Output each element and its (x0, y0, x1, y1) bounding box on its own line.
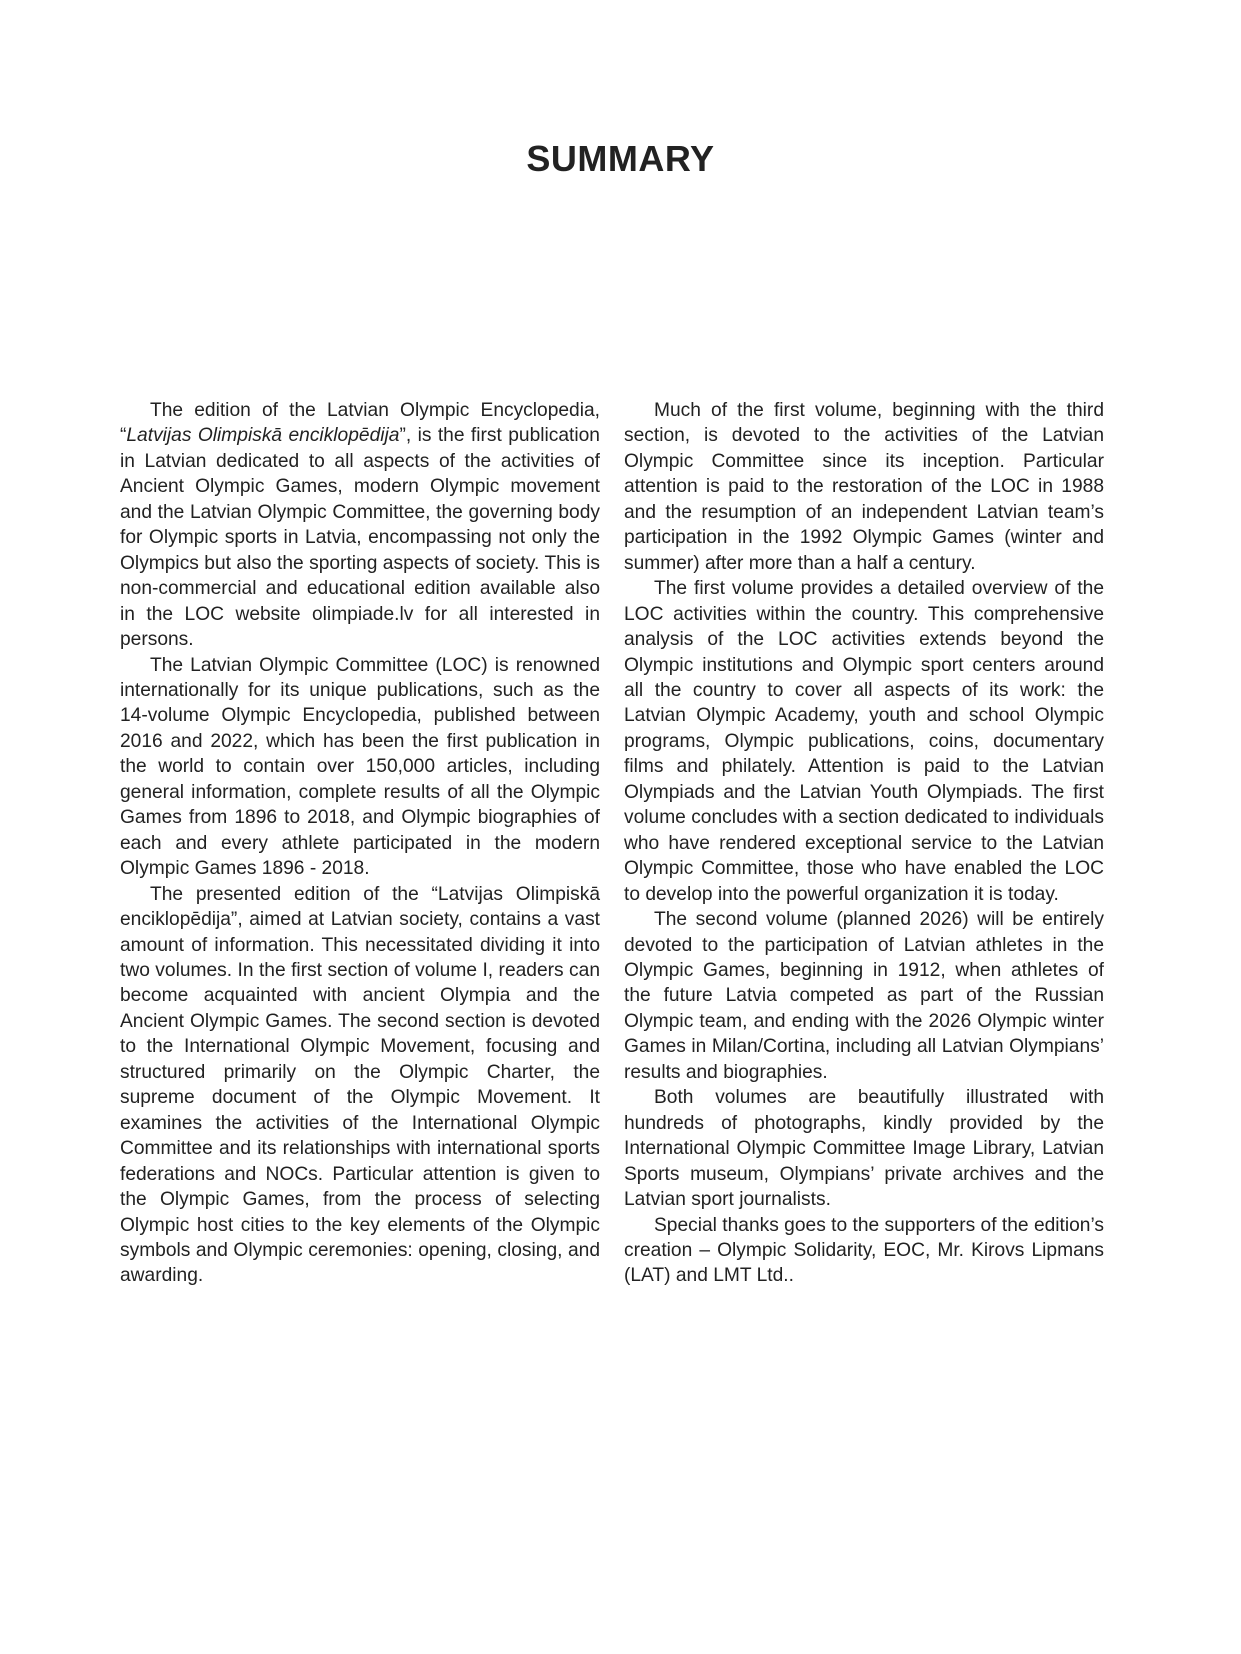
paragraph-1 (120, 398, 600, 653)
encyclopedia-title-italic: Latvijas Olimpiskā enciklopēdija (126, 425, 400, 447)
left-column (120, 398, 600, 1289)
paragraph-2: The Latvian Olympic Committee (LOC) is renowned internationally for its unique publications, such as the 14-volume Olympic Encyclopedia, published between 2016 and 2022, which has been the first publication in the world to contain over 150,000 articles, including general information, complete results of all the Olympic Games from 1896 to 2018, and Olympic biographies of each and every athlete participated in the modern Olympic Games 1896 - 2018. (120, 654, 600, 880)
page-title: SUMMARY (526, 138, 715, 179)
paragraph-1-body: ”, is the first publication in Latvian dedicated to all aspects of the activities of Ancient Olympic Games, modern Olympic movement and the Latvian Olympic Committee, the governing body for Olympic sports in Latvia, encompassing not only the Olympics but also the sporting aspects of society. This is non-commercial and educational edition available also in the LOC website olimpiade.lv for all interested in persons. (120, 425, 600, 651)
right-column (624, 398, 1104, 1289)
paragraph-6: The second volume (planned 2026) will be entirely devoted to the participation of Latvian athletes in the Olympic Games, beginning in 1912, when athletes of the future Latvia competed as part of the Russian Olympic team, and ending with the 2026 Olympic winter Games in Milan/Cortina, including all Latvian Olympians’ results and biographies. (624, 909, 1104, 1083)
paragraph-1-intro: The edition of the Latvian Olympic Encyclopedia, “ (120, 400, 600, 447)
paragraph-7: Both volumes are beautifully illustrated with hundreds of photographs, kindly provided by the International Olympic Committee Image Library, Latvian Sports museum, Olympians’ private archives and the Latvian sport journalists. (624, 1087, 1104, 1211)
paragraph-4: Much of the first volume, beginning with the third section, is devoted to the activities of the Latvian Olympic Committee since its inception. Particular attention is paid to the restoration of the LOC in 1988 and the resumption of an independent Latvian team’s participation in the 1992 Olympic Games (winter and summer) after more than a half a century. (624, 400, 1104, 574)
paragraph-8: Special thanks goes to the supporters of the edition’s creation – Olympic Solidarity, EOC, Mr. Kirovs Lipmans (LAT) and LMT Ltd.. (624, 1214, 1104, 1287)
paragraph-5: The first volume provides a detailed overview of the LOC activities within the country. This comprehensive analysis of the LOC activities extends beyond the Olympic institutions and Olympic sport centers around all the country to cover all aspects of its work: the Latvian Olympic Academy, youth and school Olympic programs, Olympic publications, coins, documentary films and philately. Attention is paid to the Latvian Olympiads and the Latvian Youth Olympiads. The first volume concludes with a section dedicated to individuals who have rendered exceptional service to the Latvian Olympic Committee, those who have enabled the LOC to develop into the powerful organization it is today. (624, 578, 1104, 905)
paragraph-3: The presented edition of the “Latvijas Olimpiskā enciklopēdija”, aimed at Latvian society, contains a vast amount of information. This necessitated dividing it into two volumes. In the first section of volume I, readers can become acquainted with ancient Olympia and the Ancient Olympic Games. The second section is devoted to the International Olympic Movement, focusing and structured primarily on the Olympic Charter, the supreme document of the Olympic Movement. It examines the activities of the International Olympic Committee and its relationships with international sports federations and NOCs. Particular attention is given to the Olympic Games, from the process of selecting Olympic host cities to the key elements of the Olympic symbols and Olympic ceremonies: opening, closing, and awarding. (120, 883, 600, 1287)
